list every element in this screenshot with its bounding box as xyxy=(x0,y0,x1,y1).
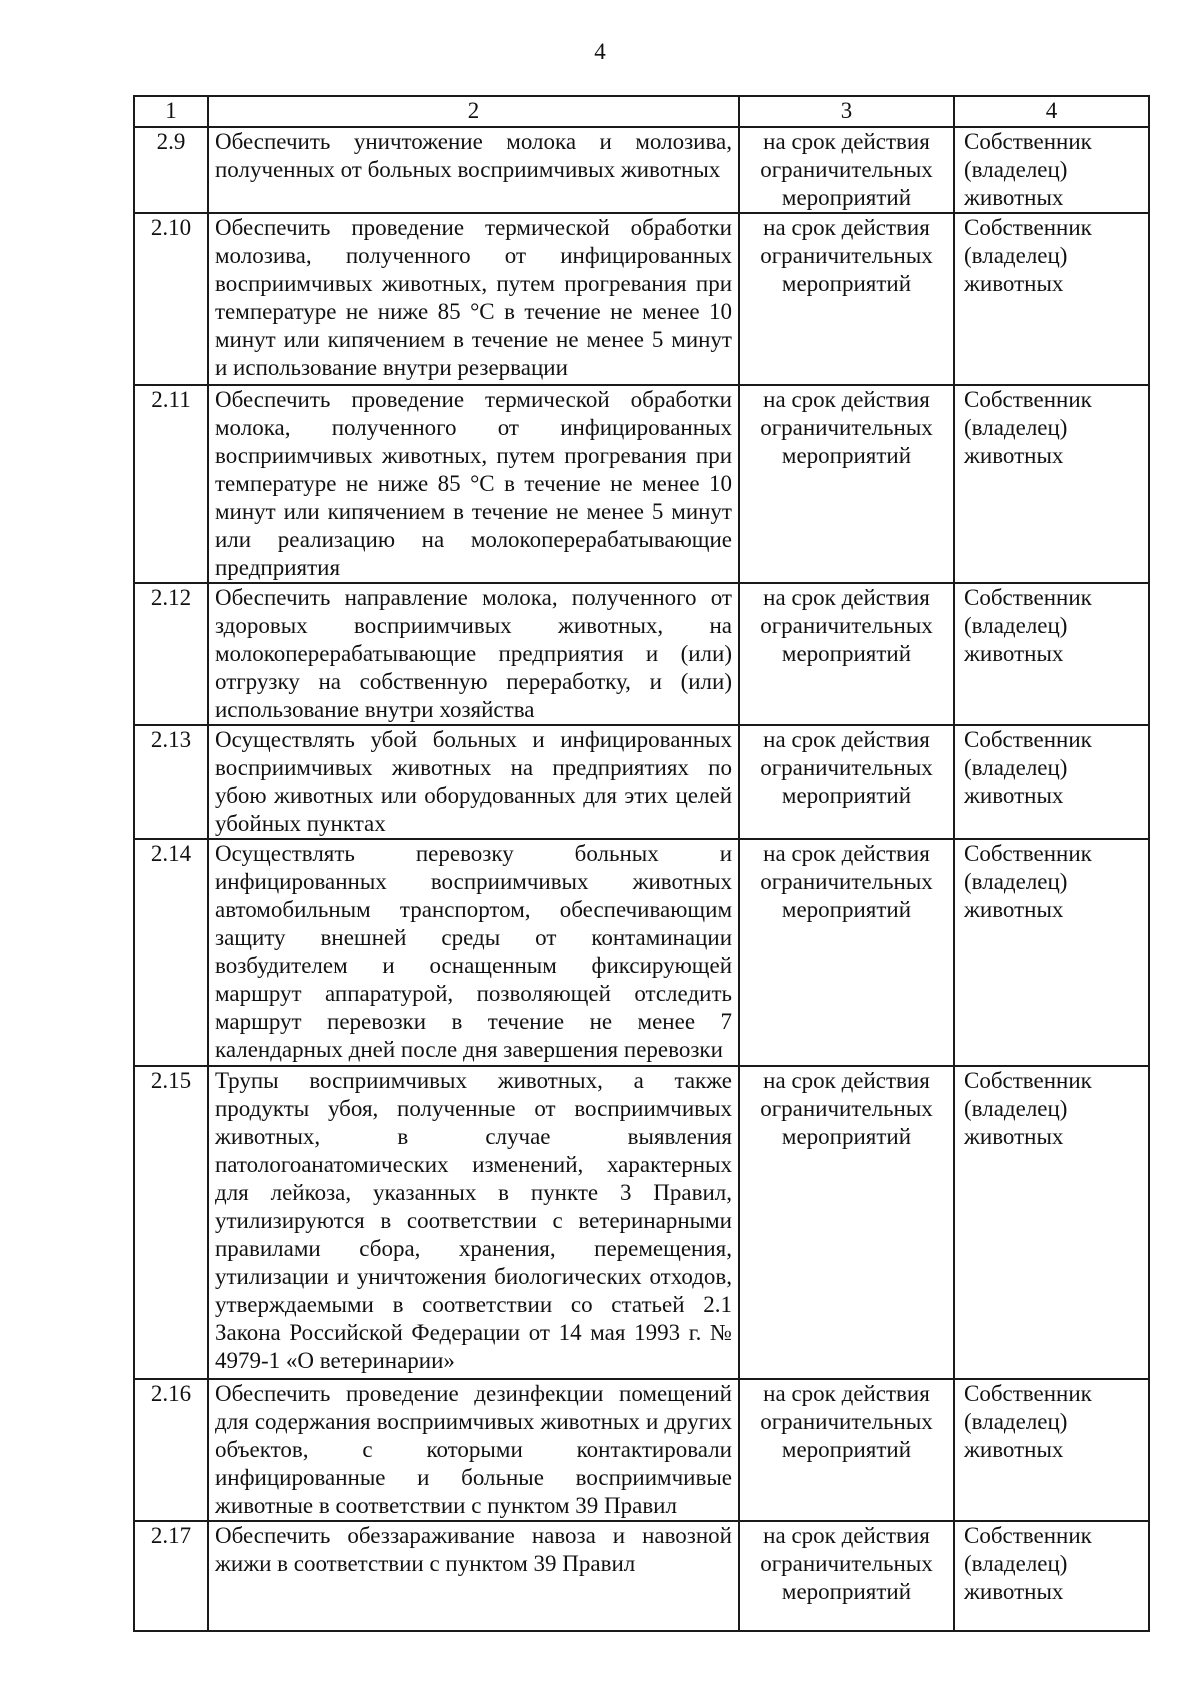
term-text: на срок действия ограничительных мероприятий xyxy=(739,385,954,583)
measure-text: Обеспечить проведение дезинфекции помещений для содержания восприимчивых животных и других объектов, с которыми контактировали инфицированные и больные восприимчивые животные в соответствии с пунктом 39 Правил xyxy=(208,1379,739,1521)
measure-text: Обеспечить проведение термической обработки молозива, полученного от инфицированных восприимчивых животных, путем прогревания при температуре не ниже 85 °С в течение не менее 10 минут или кипячением в течение не менее 5 минут и использование внутри резервации xyxy=(208,213,739,385)
measure-text: Обеспечить обеззараживание навоза и навозной жижи в соответствии с пунктом 39 Правил xyxy=(208,1521,739,1631)
header-col-4: 4 xyxy=(954,96,1149,127)
row-number: 2.14 xyxy=(134,839,208,1066)
page-number: 4 xyxy=(594,39,606,64)
table-row xyxy=(134,385,1149,583)
responsible-text: Собственник (владелец) животных xyxy=(954,1521,1149,1631)
table-header-row xyxy=(134,96,1149,127)
responsible-text: Собственник (владелец) животных xyxy=(954,839,1149,1066)
row-number: 2.16 xyxy=(134,1379,208,1521)
table-row xyxy=(134,725,1149,839)
header-col-1: 1 xyxy=(134,96,208,127)
measure-text: Трупы восприимчивых животных, а также продукты убоя, полученные от восприимчивых животных, в случае выявления патологоанатомических изменений, характерных для лейкоза, указанных в пункте 3 Правил, утилизируются в соответствии с ветеринарными правилами сбора, хранения, перемещения, утилизации и уничтожения биологических отходов, утверждаемыми в соответствии со статьей 2.1 Закона Российской Федерации от 14 мая 1993 г. № 4979-1 «О ветеринарии» xyxy=(208,1066,739,1379)
row-number: 2.12 xyxy=(134,583,208,725)
row-number: 2.13 xyxy=(134,725,208,839)
responsible-text: Собственник (владелец) животных xyxy=(954,1379,1149,1521)
responsible-text: Собственник (владелец) животных xyxy=(954,1066,1149,1379)
responsible-text: Собственник (владелец) животных xyxy=(954,213,1149,385)
table-row xyxy=(134,213,1149,385)
term-text: на срок действия ограничительных мероприятий xyxy=(739,583,954,725)
table-row xyxy=(134,1379,1149,1521)
header-col-2: 2 xyxy=(208,96,739,127)
measures-table xyxy=(133,95,1150,1632)
table-row xyxy=(134,1521,1149,1631)
row-number: 2.9 xyxy=(134,127,208,213)
measure-text: Обеспечить уничтожение молока и молозива, полученных от больных восприимчивых животных xyxy=(208,127,739,213)
measure-text: Обеспечить направление молока, полученного от здоровых восприимчивых животных, на молокоперерабатывающие предприятия и (или) отгрузку на собственную переработку, и (или) использование внутри хозяйства xyxy=(208,583,739,725)
term-text: на срок действия ограничительных мероприятий xyxy=(739,127,954,213)
measure-text: Обеспечить проведение термической обработки молока, полученного от инфицированных восприимчивых животных, путем прогревания при температуре не ниже 85 °С в течение не менее 10 минут или кипячением в течение не менее 5 минут или реализацию на молокоперерабатывающие предприятия xyxy=(208,385,739,583)
measure-text: Осуществлять перевозку больных и инфицированных восприимчивых животных автомобильным транспортом, обеспечивающим защиту внешней среды от контаминации возбудителем и оснащенным фиксирующей маршрут аппаратурой, позволяющей отследить маршрут перевозки в течение не менее 7 календарных дней после дня завершения перевозки xyxy=(208,839,739,1066)
term-text: на срок действия ограничительных мероприятий xyxy=(739,1379,954,1521)
term-text: на срок действия ограничительных мероприятий xyxy=(739,1066,954,1379)
responsible-text: Собственник (владелец) животных xyxy=(954,127,1149,213)
row-number: 2.15 xyxy=(134,1066,208,1379)
row-number: 2.10 xyxy=(134,213,208,385)
responsible-text: Собственник (владелец) животных xyxy=(954,385,1149,583)
header-col-3: 3 xyxy=(739,96,954,127)
term-text: на срок действия ограничительных мероприятий xyxy=(739,725,954,839)
term-text: на срок действия ограничительных мероприятий xyxy=(739,839,954,1066)
responsible-text: Собственник (владелец) животных xyxy=(954,725,1149,839)
responsible-text: Собственник (владелец) животных xyxy=(954,583,1149,725)
table-row xyxy=(134,127,1149,213)
row-number: 2.11 xyxy=(134,385,208,583)
row-number: 2.17 xyxy=(134,1521,208,1631)
table-row xyxy=(134,839,1149,1066)
table-row xyxy=(134,1066,1149,1379)
term-text: на срок действия ограничительных мероприятий xyxy=(739,1521,954,1631)
measure-text: Осуществлять убой больных и инфицированных восприимчивых животных на предприятиях по убою животных или оборудованных для этих целей убойных пунктах xyxy=(208,725,739,839)
term-text: на срок действия ограничительных мероприятий xyxy=(739,213,954,385)
table-row xyxy=(134,583,1149,725)
